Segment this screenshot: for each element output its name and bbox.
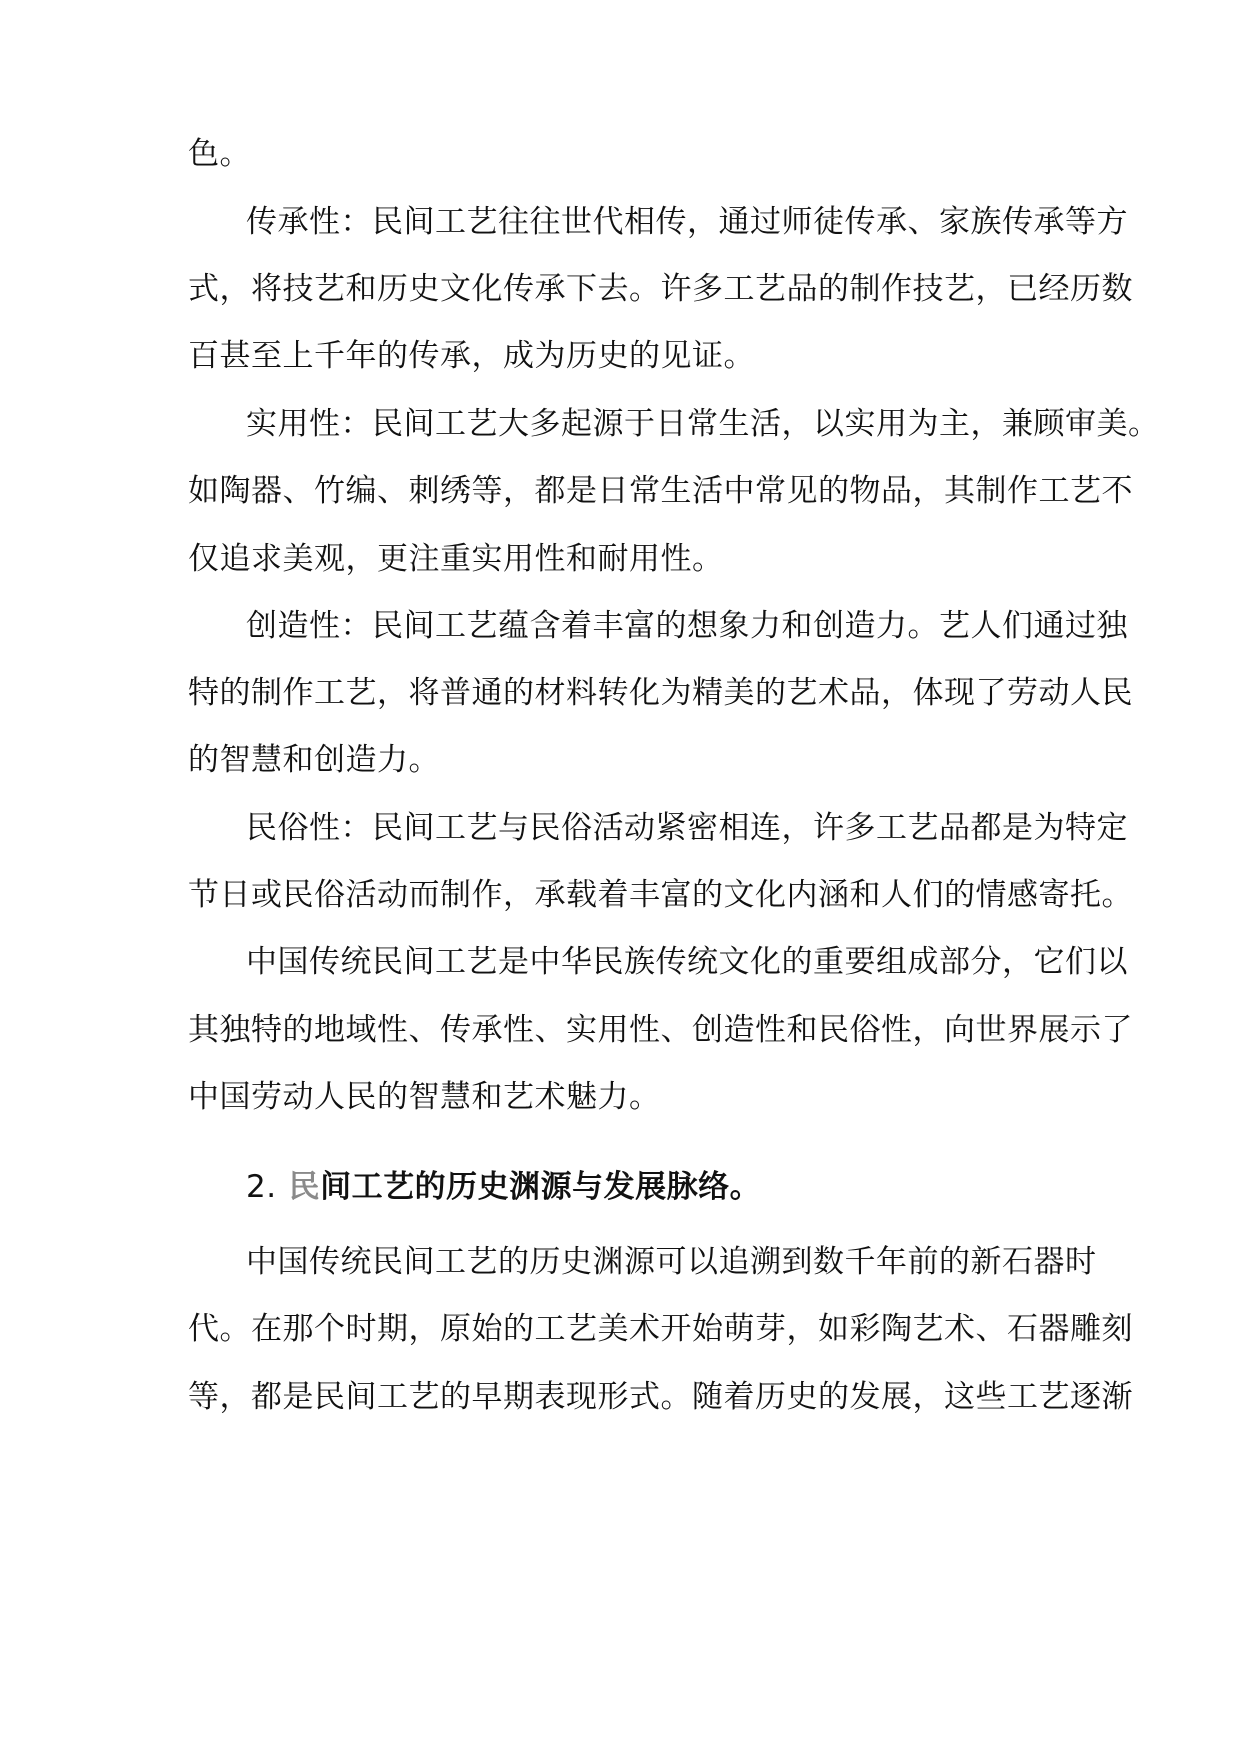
text-line: 色。 <box>188 136 251 172</box>
text-line: 代。在那个时期，原始的工艺美术开始萌芽，如彩陶艺术、石器雕刻 <box>188 1311 1133 1347</box>
text-line: 等，都是民间工艺的早期表现形式。随着历史的发展，这些工艺逐渐 <box>188 1379 1133 1415</box>
text-line: 中国传统民间工艺的历史渊源可以追溯到数千年前的新石器时 <box>246 1244 1097 1280</box>
section-heading <box>246 1165 1068 1209</box>
text-line: 节日或民俗活动而制作，承载着丰富的文化内涵和人们的情感寄托。 <box>188 877 1133 913</box>
heading-number: 2. <box>246 1169 277 1205</box>
text-line: 其独特的地域性、传承性、实用性、创造性和民俗性，向世界展示了 <box>188 1012 1133 1048</box>
text-line: 百甚至上千年的传承，成为历史的见证。 <box>188 338 755 374</box>
text-line: 式，将技艺和历史文化传承下去。许多工艺品的制作技艺，已经历数 <box>188 271 1133 307</box>
heading-first-char: 民 <box>288 1169 321 1205</box>
text-line: 传承性：民间工艺往往世代相传，通过师徒传承、家族传承等方 <box>246 204 1128 240</box>
text-line: 特的制作工艺，将普通的材料转化为精美的艺术品，体现了劳动人民 <box>188 675 1133 711</box>
text-line: 中国传统民间工艺是中华民族传统文化的重要组成部分，它们以 <box>246 944 1128 980</box>
text-line: 如陶器、竹编、刺绣等，都是日常生活中常见的物品，其制作工艺不 <box>188 473 1133 509</box>
text-line: 的智慧和创造力。 <box>188 742 440 778</box>
heading-text: 间工艺的历史渊源与发展脉络。 <box>320 1169 762 1205</box>
text-line: 中国劳动人民的智慧和艺术魅力。 <box>188 1079 661 1115</box>
text-line: 创造性：民间工艺蕴含着丰富的想象力和创造力。艺人们通过独 <box>246 608 1128 644</box>
text-line: 仅追求美观，更注重实用性和耐用性。 <box>188 541 724 577</box>
text-line: 民俗性：民间工艺与民俗活动紧密相连，许多工艺品都是为特定 <box>246 810 1128 846</box>
text-line: 实用性：民间工艺大多起源于日常生活，以实用为主，兼顾审美。 <box>246 406 1160 442</box>
